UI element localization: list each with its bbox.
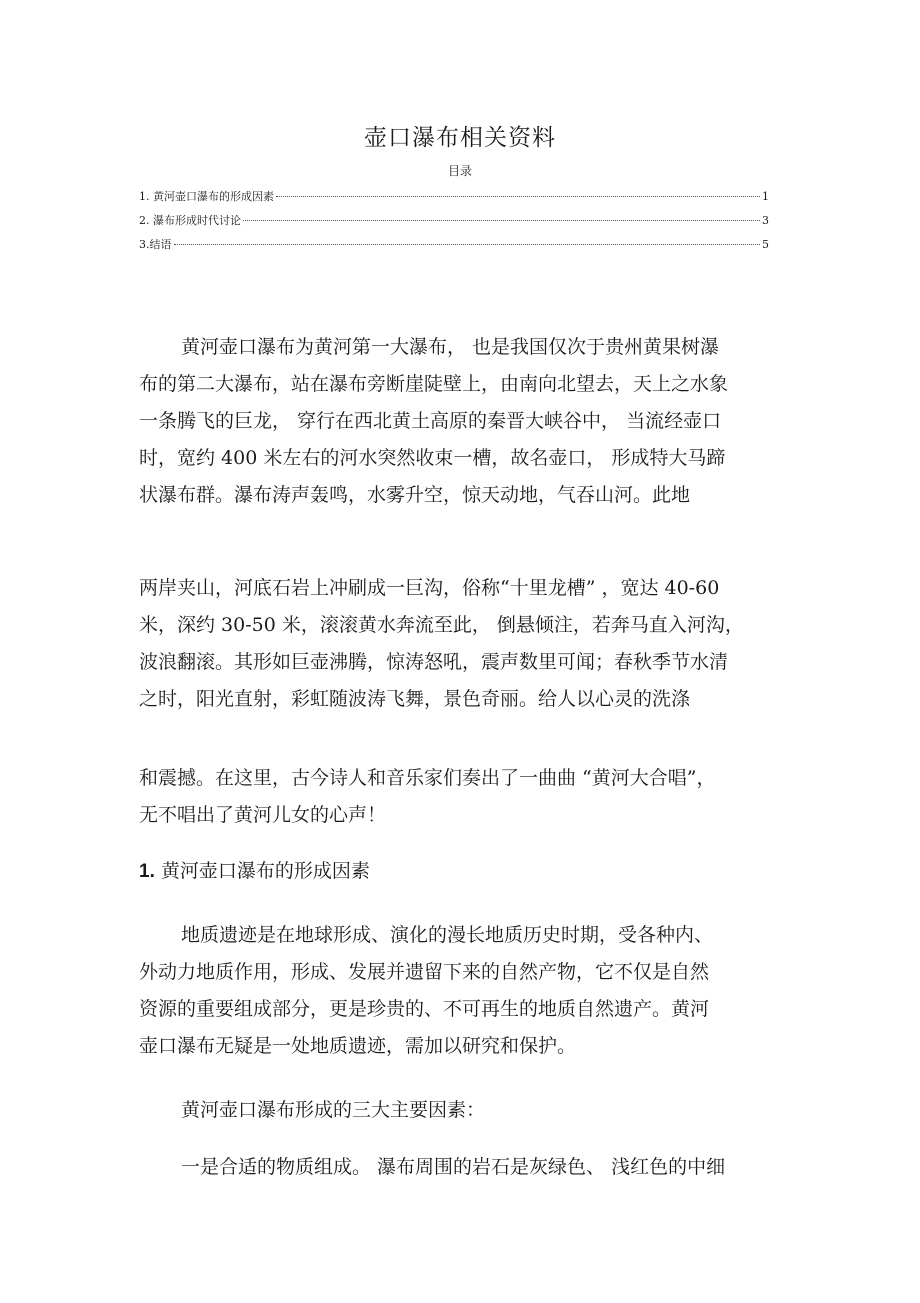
text-line: 之时，阳光直射，彩虹随波涛飞舞，景色奇丽。给人以心灵的洗涤 xyxy=(139,688,691,710)
toc-entry[interactable] xyxy=(139,189,769,213)
text-line: 黄河壶口瀑布为黄河第一大瀑布， 也是我国仅次于贵州黄果树瀑 xyxy=(181,336,720,358)
intro-paragraph-part2 xyxy=(139,570,779,718)
text-line: 时，宽约 400 米左右的河水突然收束一槽，故名壶口， 形成特大马蹄 xyxy=(139,447,726,469)
text-line: 壶口瀑布无疑是一处地质遗迹，需加以研究和保护。 xyxy=(139,1035,577,1057)
toc-dot-leader xyxy=(276,196,760,197)
text-line: 外动力地质作用，形成、发展并遗留下来的自然产物，它不仅是自然 xyxy=(139,961,710,983)
section-paragraph xyxy=(139,917,779,1065)
section-paragraph xyxy=(139,1149,779,1186)
text-line: 资源的重要组成部分，更是珍贵的、不可再生的地质自然遗产。黄河 xyxy=(139,998,710,1020)
table-of-contents xyxy=(139,189,769,261)
toc-entry-label: 3.结语 xyxy=(139,238,172,251)
toc-entry-page: 5 xyxy=(762,238,769,251)
toc-heading: 目录 xyxy=(447,164,472,178)
section-heading xyxy=(139,853,370,890)
toc-entry[interactable] xyxy=(139,213,769,237)
text-line: 一条腾飞的巨龙， 穿行在西北黄土高原的秦晋大峡谷中， 当流经壶口 xyxy=(139,410,722,432)
text-line: 一是合适的物质组成。 瀑布周围的岩石是灰绿色、 浅红色的中细 xyxy=(181,1156,726,1178)
toc-dot-leader xyxy=(174,244,761,245)
text-line: 黄河壶口瀑布形成的三大主要因素： xyxy=(181,1099,486,1121)
text-line: 状瀑布群。瀑布涛声轰鸣，水雾升空，惊天动地，气吞山河。此地 xyxy=(139,484,691,506)
section-paragraph xyxy=(139,1092,779,1129)
toc-entry-label: 2. 瀑布形成时代讨论 xyxy=(139,214,241,227)
text-line: 两岸夹山，河底石岩上冲刷成一巨沟，俗称“十里龙槽” ，宽达 40-60 xyxy=(139,577,720,599)
toc-dot-leader xyxy=(243,220,760,221)
section-number: 1. xyxy=(139,861,155,882)
toc-entry-page: 3 xyxy=(762,214,769,227)
text-line: 无不唱出了黄河儿女的心声！ xyxy=(139,804,387,826)
toc-entry-label: 1. 黄河壶口瀑布的形成因素 xyxy=(139,190,274,203)
text-line: 米，深约 30-50 米，滚滚黄水奔流至此， 倒悬倾注，若奔马直入河沟， xyxy=(139,614,744,636)
intro-paragraph-part1 xyxy=(139,329,779,514)
toc-entry-page: 1 xyxy=(762,190,769,203)
toc-entry[interactable] xyxy=(139,237,769,261)
document-title: 壶口瀑布相关资料 xyxy=(364,125,556,151)
text-line: 波浪翻滚。其形如巨壶沸腾，惊涛怒吼，震声数里可闻；春秋季节水清 xyxy=(139,651,729,673)
intro-paragraph-part3 xyxy=(139,760,779,834)
text-line: 地质遗迹是在地球形成、演化的漫长地质历史时期，受各种内、 xyxy=(181,924,714,946)
section-title: 黄河壶口瀑布的形成因素 xyxy=(160,860,370,882)
text-line: 和震撼。在这里，古今诗人和音乐家们奏出了一曲曲 “黄河大合唱”， xyxy=(139,767,716,789)
text-line: 布的第二大瀑布，站在瀑布旁断崖陡壁上，由南向北望去，天上之水象 xyxy=(139,373,729,395)
